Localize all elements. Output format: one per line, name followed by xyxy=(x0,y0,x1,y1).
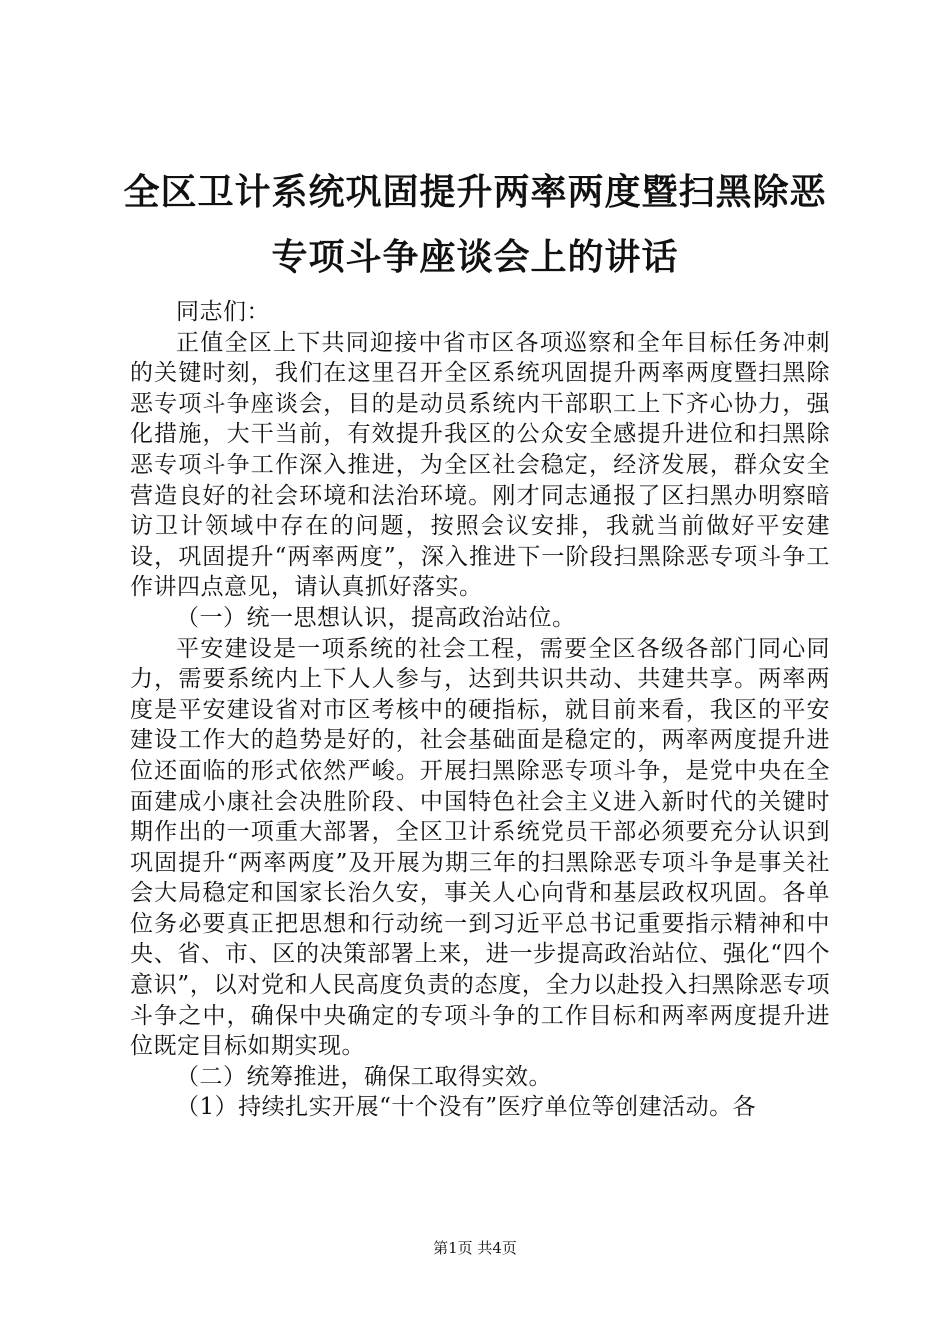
paragraph-intro: 正值全区上下共同迎接中省市区各项巡察和全年目标任务冲刺的关键时刻，我们在这里召开全区系统巩固提升两率两度暨扫黑除恶专项斗争座谈会，目的是动员系统内干部职工上下齐心协力，强化措施，大干当前，有效提升我区的公众安全感提升进位和扫黑除恶专项斗争工作深入推进，为全区社会稳定，经济发展，群众安全营造良好的社会环境和法治环境。刚才同志通报了区扫黑办明察暗访卫计领域中存在的问题，按照会议安排，我就当前做好平安建设，巩固提升“两率两度”，深入推进下一阶段扫黑除恶专项斗争工作讲四点意见，请认真抓好落实。 xyxy=(130,329,830,601)
document-title: 全区卫计系统巩固提升两率两度暨扫黑除恶专项斗争座谈会上的讲话 xyxy=(123,172,827,278)
paragraph-section-1: 平安建设是一项系统的社会工程，需要全区各级各部门同心同力，需要系统内上下人人参与，达到共识共动、共建共享。两率两度是平安建设省对市区考核中的硬指标，就目前来看，我区的平安建设工作大的趋势是好的，社会基础面是稳定的，两率两度提升进位还面临的形式依然严峻。开展扫黑除恶专项斗争，是党中央在全面建成小康社会决胜阶段、中国特色社会主义进入新时代的关键时期作出的一项重大部署，全区卫计系统党员干部必须要充分认识到巩固提升“两率两度”及开展为期三年的扫黑除恶专项斗争是事关社会大局稳定和国家长治久安，事关人心向背和基层政权巩固。各单位务必要真正把思想和行动统一到习近平总书记重要指示精神和中央、省、市、区的决策部署上来，进一步提高政治站位、强化“四个意识”，以对党和人民高度负责的态度，全力以赴投入扫黑除恶专项斗争之中，确保中央确定的专项斗争的工作目标和两率两度提升进位既定目标如期实现。 xyxy=(130,635,830,1060)
document-body xyxy=(130,297,830,1123)
paragraph-section-2-item-1: （1）持续扎实开展“十个没有”医疗单位等创建活动。各 xyxy=(176,1094,757,1121)
page-footer: 第1页 共4页 xyxy=(433,1239,517,1257)
salutation: 同志们： xyxy=(176,299,270,325)
section-heading-2: （二）统筹推进，确保工取得实效。 xyxy=(176,1063,552,1090)
section-heading-1: （一）统一思想认识，提高政治站位。 xyxy=(176,604,576,631)
